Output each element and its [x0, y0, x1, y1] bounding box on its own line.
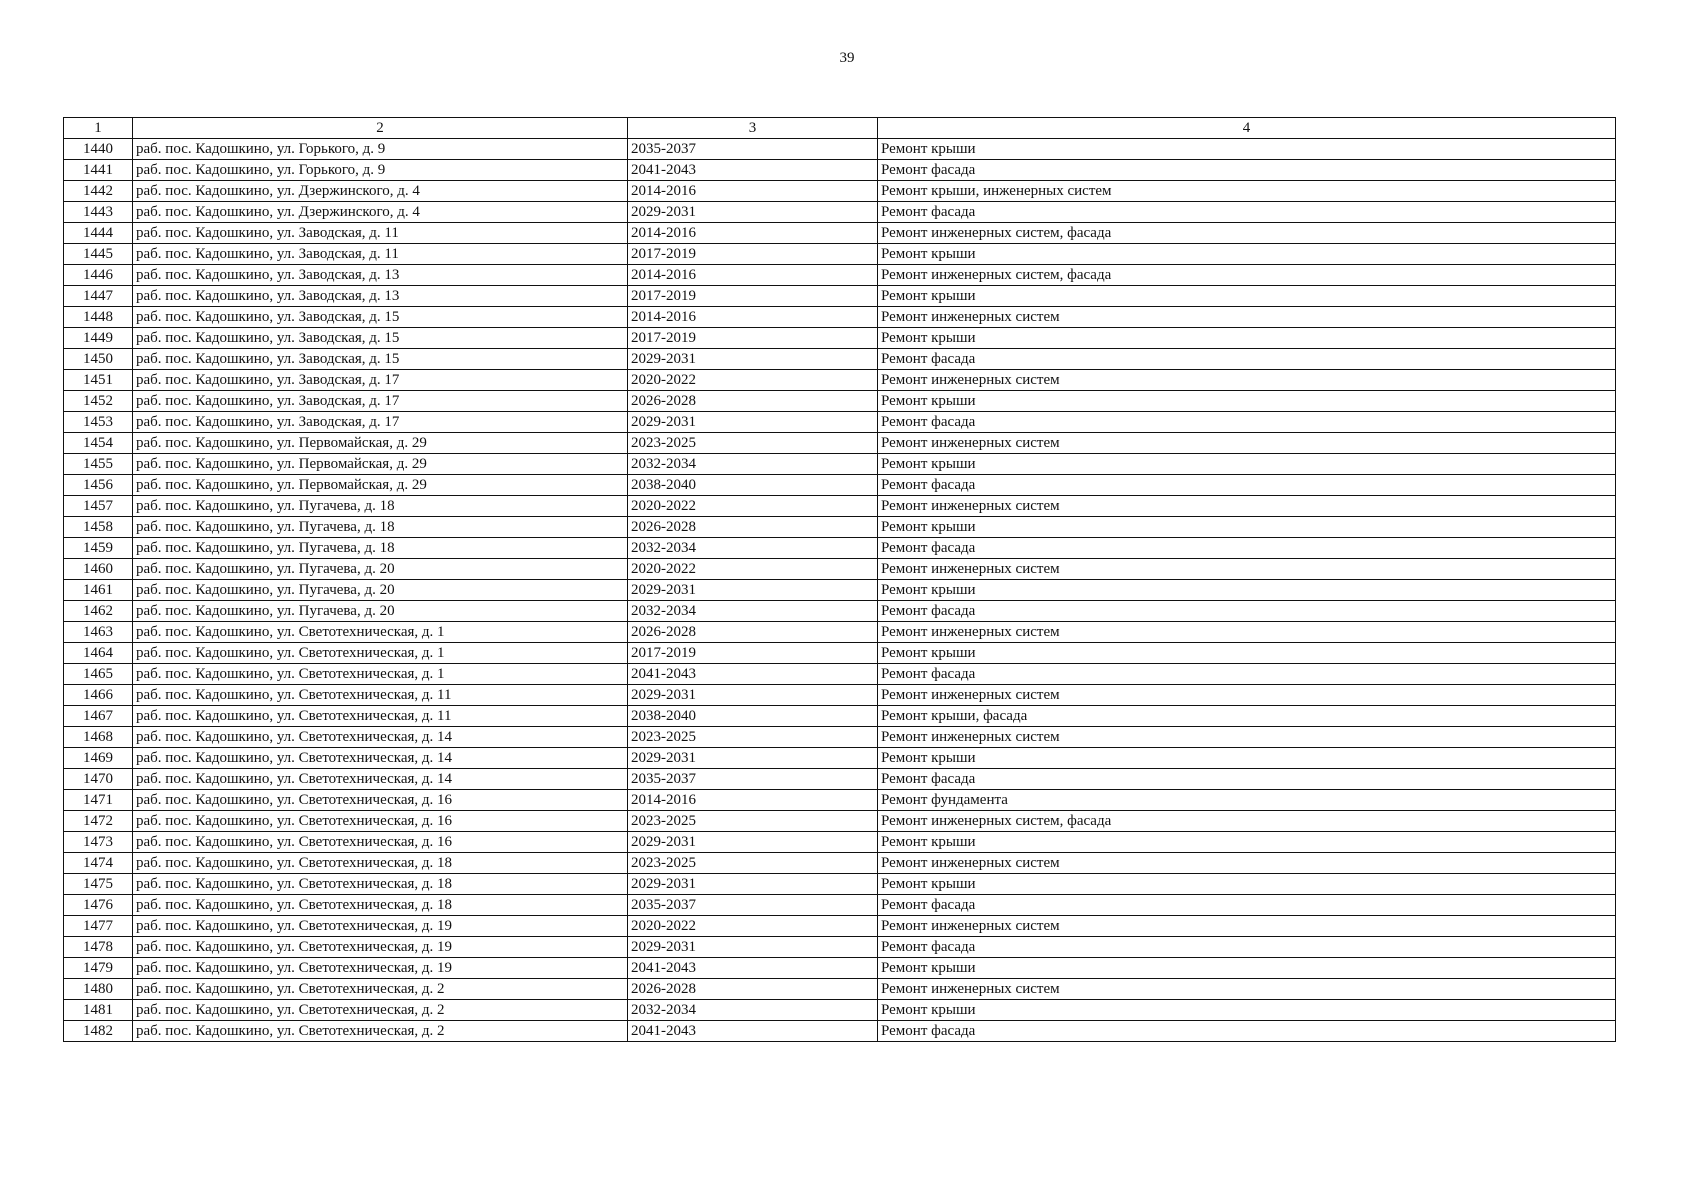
work-type-cell: Ремонт крыши: [878, 286, 1616, 307]
work-type-cell: Ремонт инженерных систем, фасада: [878, 265, 1616, 286]
work-type-cell: Ремонт фасада: [878, 937, 1616, 958]
period-cell: 2029-2031: [628, 412, 878, 433]
row-number: 1450: [64, 349, 133, 370]
table-row: [64, 1021, 1616, 1042]
period-cell: 2026-2028: [628, 622, 878, 643]
table-header: [64, 118, 1616, 139]
address-cell: раб. пос. Кадошкино, ул. Заводская, д. 11: [133, 244, 628, 265]
address-cell: раб. пос. Кадошкино, ул. Светотехническая, д. 18: [133, 874, 628, 895]
work-type-cell: Ремонт фасада: [878, 601, 1616, 622]
period-cell: 2023-2025: [628, 433, 878, 454]
address-cell: раб. пос. Кадошкино, ул. Первомайская, д. 29: [133, 433, 628, 454]
period-cell: 2029-2031: [628, 874, 878, 895]
work-type-cell: Ремонт крыши: [878, 748, 1616, 769]
row-number: 1467: [64, 706, 133, 727]
table-row: [64, 958, 1616, 979]
address-cell: раб. пос. Кадошкино, ул. Заводская, д. 11: [133, 223, 628, 244]
table-row: [64, 748, 1616, 769]
table-row: [64, 853, 1616, 874]
row-number: 1443: [64, 202, 133, 223]
table-row: [64, 643, 1616, 664]
period-cell: 2023-2025: [628, 727, 878, 748]
row-number: 1458: [64, 517, 133, 538]
address-cell: раб. пос. Кадошкино, ул. Заводская, д. 15: [133, 328, 628, 349]
table-row: [64, 685, 1616, 706]
table-row: [64, 475, 1616, 496]
address-cell: раб. пос. Кадошкино, ул. Светотехническая, д. 2: [133, 1000, 628, 1021]
table-row: [64, 706, 1616, 727]
row-number: 1475: [64, 874, 133, 895]
address-cell: раб. пос. Кадошкино, ул. Светотехническая, д. 1: [133, 622, 628, 643]
row-number: 1451: [64, 370, 133, 391]
address-cell: раб. пос. Кадошкино, ул. Светотехническая, д. 19: [133, 958, 628, 979]
work-type-cell: Ремонт крыши: [878, 391, 1616, 412]
work-type-cell: Ремонт крыши: [878, 244, 1616, 265]
table-row: [64, 874, 1616, 895]
table-row: [64, 223, 1616, 244]
table-row: [64, 244, 1616, 265]
address-cell: раб. пос. Кадошкино, ул. Горького, д. 9: [133, 160, 628, 181]
work-type-cell: Ремонт крыши: [878, 1000, 1616, 1021]
work-type-cell: Ремонт крыши: [878, 517, 1616, 538]
table-row: [64, 454, 1616, 475]
row-number: 1474: [64, 853, 133, 874]
period-cell: 2035-2037: [628, 895, 878, 916]
work-type-cell: Ремонт крыши, фасада: [878, 706, 1616, 727]
table-row: [64, 916, 1616, 937]
period-cell: 2026-2028: [628, 391, 878, 412]
row-number: 1479: [64, 958, 133, 979]
address-cell: раб. пос. Кадошкино, ул. Светотехническая, д. 16: [133, 832, 628, 853]
table-row: [64, 391, 1616, 412]
row-number: 1480: [64, 979, 133, 1000]
address-cell: раб. пос. Кадошкино, ул. Пугачева, д. 20: [133, 580, 628, 601]
table-body: [64, 139, 1616, 1042]
address-cell: раб. пос. Кадошкино, ул. Первомайская, д. 29: [133, 475, 628, 496]
period-cell: 2041-2043: [628, 958, 878, 979]
address-cell: раб. пос. Кадошкино, ул. Светотехническая, д. 11: [133, 685, 628, 706]
address-cell: раб. пос. Кадошкино, ул. Светотехническая, д. 14: [133, 748, 628, 769]
work-type-cell: Ремонт крыши: [878, 328, 1616, 349]
address-cell: раб. пос. Кадошкино, ул. Светотехническая, д. 14: [133, 727, 628, 748]
row-number: 1442: [64, 181, 133, 202]
period-cell: 2032-2034: [628, 538, 878, 559]
address-cell: раб. пос. Кадошкино, ул. Пугачева, д. 20: [133, 559, 628, 580]
period-cell: 2020-2022: [628, 496, 878, 517]
table-row: [64, 496, 1616, 517]
row-number: 1470: [64, 769, 133, 790]
row-number: 1463: [64, 622, 133, 643]
address-cell: раб. пос. Кадошкино, ул. Заводская, д. 15: [133, 349, 628, 370]
work-type-cell: Ремонт фасада: [878, 1021, 1616, 1042]
address-cell: раб. пос. Кадошкино, ул. Первомайская, д. 29: [133, 454, 628, 475]
period-cell: 2020-2022: [628, 370, 878, 391]
row-number: 1455: [64, 454, 133, 475]
address-cell: раб. пос. Кадошкино, ул. Горького, д. 9: [133, 139, 628, 160]
address-cell: раб. пос. Кадошкино, ул. Дзержинского, д. 4: [133, 181, 628, 202]
row-number: 1473: [64, 832, 133, 853]
work-type-cell: Ремонт фасада: [878, 538, 1616, 559]
row-number: 1448: [64, 307, 133, 328]
address-cell: раб. пос. Кадошкино, ул. Светотехническая, д. 11: [133, 706, 628, 727]
table-row: [64, 265, 1616, 286]
table-row: [64, 895, 1616, 916]
period-cell: 2041-2043: [628, 664, 878, 685]
work-type-cell: Ремонт инженерных систем: [878, 433, 1616, 454]
table-row: [64, 559, 1616, 580]
row-number: 1453: [64, 412, 133, 433]
table-row: [64, 664, 1616, 685]
period-cell: 2032-2034: [628, 454, 878, 475]
address-cell: раб. пос. Кадошкино, ул. Светотехническая, д. 18: [133, 895, 628, 916]
row-number: 1444: [64, 223, 133, 244]
row-number: 1447: [64, 286, 133, 307]
work-type-cell: Ремонт крыши: [878, 832, 1616, 853]
row-number: 1464: [64, 643, 133, 664]
row-number: 1449: [64, 328, 133, 349]
row-number: 1459: [64, 538, 133, 559]
period-cell: 2029-2031: [628, 580, 878, 601]
work-type-cell: Ремонт фасада: [878, 769, 1616, 790]
work-type-cell: Ремонт крыши: [878, 454, 1616, 475]
row-number: 1471: [64, 790, 133, 811]
work-type-cell: Ремонт инженерных систем: [878, 370, 1616, 391]
repair-schedule-table: [63, 117, 1616, 1042]
table-row: [64, 622, 1616, 643]
address-cell: раб. пос. Кадошкино, ул. Светотехническая, д. 14: [133, 769, 628, 790]
table-row: [64, 937, 1616, 958]
address-cell: раб. пос. Кадошкино, ул. Светотехническая, д. 19: [133, 916, 628, 937]
period-cell: 2017-2019: [628, 328, 878, 349]
table-row: [64, 139, 1616, 160]
table-row: [64, 160, 1616, 181]
table-row: [64, 580, 1616, 601]
work-type-cell: Ремонт крыши: [878, 139, 1616, 160]
row-number: 1461: [64, 580, 133, 601]
address-cell: раб. пос. Кадошкино, ул. Пугачева, д. 18: [133, 538, 628, 559]
work-type-cell: Ремонт крыши, инженерных систем: [878, 181, 1616, 202]
row-number: 1460: [64, 559, 133, 580]
period-cell: 2017-2019: [628, 286, 878, 307]
table-row: [64, 328, 1616, 349]
work-type-cell: Ремонт крыши: [878, 874, 1616, 895]
table-row: [64, 181, 1616, 202]
period-cell: 2032-2034: [628, 601, 878, 622]
address-cell: раб. пос. Кадошкино, ул. Пугачева, д. 18: [133, 496, 628, 517]
period-cell: 2029-2031: [628, 202, 878, 223]
table-row: [64, 202, 1616, 223]
period-cell: 2032-2034: [628, 1000, 878, 1021]
work-type-cell: Ремонт крыши: [878, 580, 1616, 601]
period-cell: 2038-2040: [628, 706, 878, 727]
period-cell: 2020-2022: [628, 559, 878, 580]
row-number: 1440: [64, 139, 133, 160]
address-cell: раб. пос. Кадошкино, ул. Заводская, д. 13: [133, 265, 628, 286]
row-number: 1482: [64, 1021, 133, 1042]
table-row: [64, 769, 1616, 790]
work-type-cell: Ремонт крыши: [878, 958, 1616, 979]
period-cell: 2041-2043: [628, 1021, 878, 1042]
work-type-cell: Ремонт инженерных систем: [878, 307, 1616, 328]
work-type-cell: Ремонт крыши: [878, 643, 1616, 664]
row-number: 1462: [64, 601, 133, 622]
table-row: [64, 601, 1616, 622]
row-number: 1457: [64, 496, 133, 517]
period-cell: 2029-2031: [628, 349, 878, 370]
table-row: [64, 832, 1616, 853]
period-cell: 2041-2043: [628, 160, 878, 181]
work-type-cell: Ремонт инженерных систем: [878, 916, 1616, 937]
work-type-cell: Ремонт фасада: [878, 412, 1616, 433]
work-type-cell: Ремонт фасада: [878, 160, 1616, 181]
row-number: 1476: [64, 895, 133, 916]
address-cell: раб. пос. Кадошкино, ул. Заводская, д. 15: [133, 307, 628, 328]
work-type-cell: Ремонт инженерных систем: [878, 559, 1616, 580]
period-cell: 2026-2028: [628, 517, 878, 538]
period-cell: 2017-2019: [628, 244, 878, 265]
table-row: [64, 286, 1616, 307]
table-row: [64, 412, 1616, 433]
address-cell: раб. пос. Кадошкино, ул. Заводская, д. 17: [133, 412, 628, 433]
work-type-cell: Ремонт инженерных систем: [878, 496, 1616, 517]
period-cell: 2014-2016: [628, 223, 878, 244]
table-row: [64, 727, 1616, 748]
address-cell: раб. пос. Кадошкино, ул. Заводская, д. 17: [133, 370, 628, 391]
work-type-cell: Ремонт фасада: [878, 475, 1616, 496]
row-number: 1472: [64, 811, 133, 832]
table-row: [64, 349, 1616, 370]
row-number: 1465: [64, 664, 133, 685]
work-type-cell: Ремонт фундамента: [878, 790, 1616, 811]
address-cell: раб. пос. Кадошкино, ул. Пугачева, д. 18: [133, 517, 628, 538]
period-cell: 2014-2016: [628, 265, 878, 286]
row-number: 1481: [64, 1000, 133, 1021]
row-number: 1446: [64, 265, 133, 286]
table-row: [64, 307, 1616, 328]
period-cell: 2014-2016: [628, 181, 878, 202]
address-cell: раб. пос. Кадошкино, ул. Пугачева, д. 20: [133, 601, 628, 622]
period-cell: 2029-2031: [628, 748, 878, 769]
period-cell: 2023-2025: [628, 853, 878, 874]
work-type-cell: Ремонт инженерных систем: [878, 727, 1616, 748]
address-cell: раб. пос. Кадошкино, ул. Заводская, д. 17: [133, 391, 628, 412]
address-cell: раб. пос. Кадошкино, ул. Светотехническая, д. 1: [133, 643, 628, 664]
period-cell: 2038-2040: [628, 475, 878, 496]
address-cell: раб. пос. Кадошкино, ул. Заводская, д. 13: [133, 286, 628, 307]
address-cell: раб. пос. Кадошкино, ул. Светотехническая, д. 2: [133, 1021, 628, 1042]
row-number: 1468: [64, 727, 133, 748]
header-col-3: 3: [628, 118, 878, 139]
work-type-cell: Ремонт фасада: [878, 349, 1616, 370]
work-type-cell: Ремонт инженерных систем: [878, 685, 1616, 706]
table-row: [64, 1000, 1616, 1021]
row-number: 1477: [64, 916, 133, 937]
header-col-1: 1: [64, 118, 133, 139]
period-cell: 2020-2022: [628, 916, 878, 937]
work-type-cell: Ремонт инженерных систем: [878, 979, 1616, 1000]
row-number: 1445: [64, 244, 133, 265]
period-cell: 2035-2037: [628, 139, 878, 160]
row-number: 1454: [64, 433, 133, 454]
address-cell: раб. пос. Кадошкино, ул. Светотехническая, д. 16: [133, 811, 628, 832]
period-cell: 2029-2031: [628, 832, 878, 853]
period-cell: 2029-2031: [628, 937, 878, 958]
address-cell: раб. пос. Кадошкино, ул. Светотехническая, д. 19: [133, 937, 628, 958]
table-row: [64, 370, 1616, 391]
table-row: [64, 517, 1616, 538]
period-cell: 2014-2016: [628, 790, 878, 811]
row-number: 1469: [64, 748, 133, 769]
period-cell: 2023-2025: [628, 811, 878, 832]
work-type-cell: Ремонт инженерных систем, фасада: [878, 223, 1616, 244]
period-cell: 2026-2028: [628, 979, 878, 1000]
row-number: 1466: [64, 685, 133, 706]
address-cell: раб. пос. Кадошкино, ул. Светотехническая, д. 18: [133, 853, 628, 874]
address-cell: раб. пос. Кадошкино, ул. Светотехническая, д. 2: [133, 979, 628, 1000]
row-number: 1456: [64, 475, 133, 496]
table-row: [64, 790, 1616, 811]
row-number: 1452: [64, 391, 133, 412]
header-col-4: 4: [878, 118, 1616, 139]
address-cell: раб. пос. Кадошкино, ул. Светотехническая, д. 1: [133, 664, 628, 685]
address-cell: раб. пос. Кадошкино, ул. Дзержинского, д. 4: [133, 202, 628, 223]
table-row: [64, 979, 1616, 1000]
period-cell: 2029-2031: [628, 685, 878, 706]
work-type-cell: Ремонт фасада: [878, 895, 1616, 916]
row-number: 1478: [64, 937, 133, 958]
period-cell: 2035-2037: [628, 769, 878, 790]
work-type-cell: Ремонт инженерных систем: [878, 853, 1616, 874]
work-type-cell: Ремонт фасада: [878, 202, 1616, 223]
table-row: [64, 433, 1616, 454]
row-number: 1441: [64, 160, 133, 181]
table-row: [64, 538, 1616, 559]
header-row: [64, 118, 1616, 139]
page-number: 39: [839, 50, 855, 66]
work-type-cell: Ремонт инженерных систем, фасада: [878, 811, 1616, 832]
work-type-cell: Ремонт фасада: [878, 664, 1616, 685]
period-cell: 2014-2016: [628, 307, 878, 328]
work-type-cell: Ремонт инженерных систем: [878, 622, 1616, 643]
address-cell: раб. пос. Кадошкино, ул. Светотехническая, д. 16: [133, 790, 628, 811]
table-row: [64, 811, 1616, 832]
header-col-2: 2: [133, 118, 628, 139]
period-cell: 2017-2019: [628, 643, 878, 664]
